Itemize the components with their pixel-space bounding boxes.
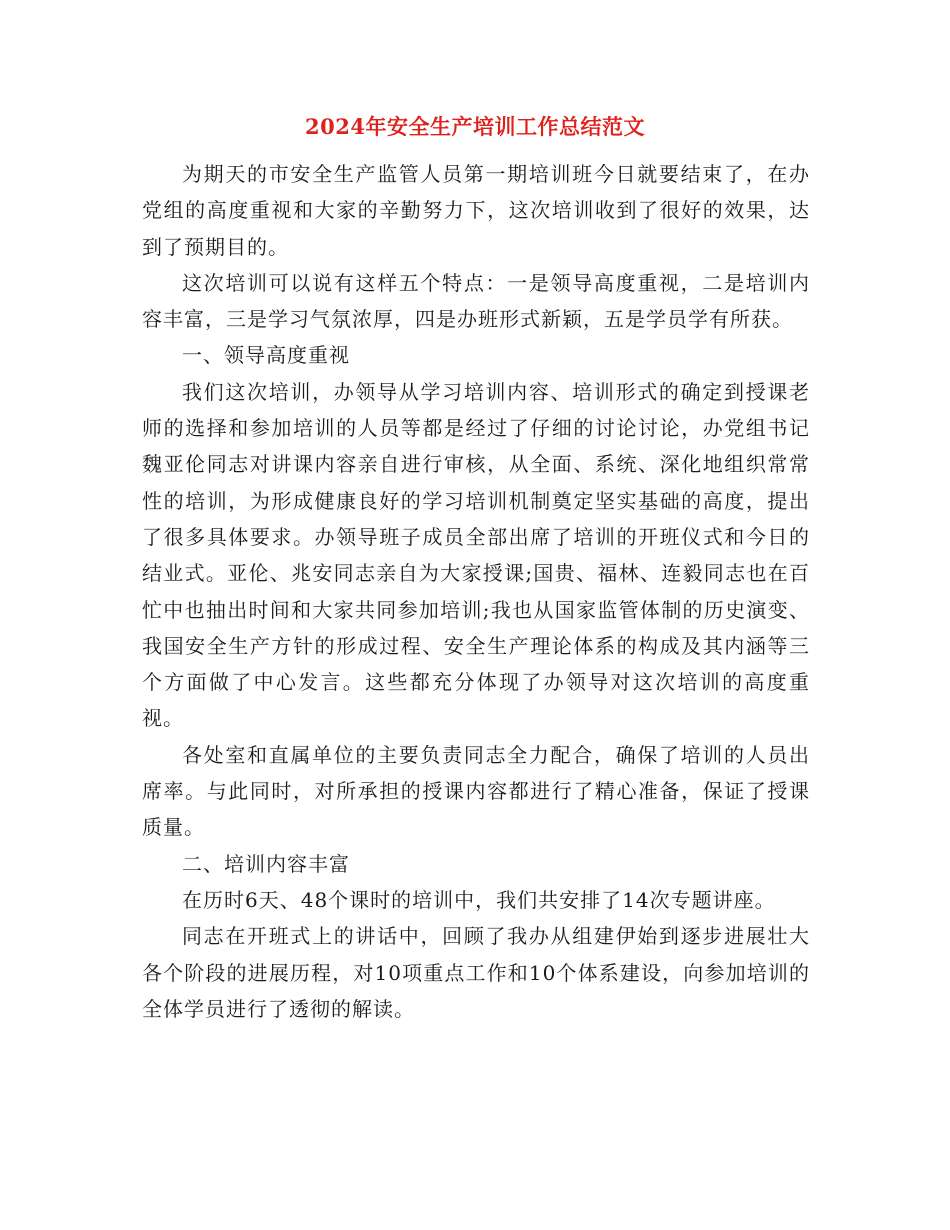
- document-body: [142, 156, 810, 1027]
- leadership-paragraph: 我们这次培训，办领导从学习培训内容、培训形式的确定到授课老师的选择和参加培训的人员等都是经过了仔细的讨论讨论，办党组书记魏亚伦同志对讲课内容亲自进行审核，从全面、系统、深化地组织常常性的培训，为形成健康良好的学习培训机制奠定坚实基础的高度，提出了很多具体要求。办领导班子成员全部出席了培训的开班仪式和今日的结业式。亚伦、兆安同志亲自为大家授课;国贵、福林、连毅同志也在百忙中也抽出时间和大家共同参加培训;我也从国家监管体制的历史演变、我国安全生产方针的形成过程、安全生产理论体系的构成及其内涵等三个方面做了中心发言。这些都充分体现了办领导对这次培训的高度重视。: [142, 379, 810, 731]
- section-heading-content: 二、培训内容丰富: [182, 851, 350, 876]
- document-title: 2024年安全生产培训工作总结范文: [305, 114, 645, 139]
- intro-paragraph: 为期天的市安全生产监管人员第一期培训班今日就要结束了，在办党组的高度重视和大家的辛勤努力下，这次培训收到了很好的效果，达到了预期目的。: [142, 162, 810, 259]
- lectures-paragraph: 在历时6天、48个课时的培训中，我们共安排了14次专题讲座。: [182, 887, 776, 912]
- opening-speech-paragraph: 同志在开班式上的讲话中，回顾了我办从组建伊始到逐步进展壮大各个阶段的进展历程，对10项重点工作和10个体系建设，向参加培训的全体学员进行了透彻的解读。: [142, 924, 810, 1021]
- features-paragraph: 这次培训可以说有这样五个特点：一是领导高度重视，二是培训内容丰富，三是学习气氛浓厚，四是办班形式新颖，五是学员学有所获。: [142, 270, 810, 332]
- departments-paragraph: 各处室和直属单位的主要负责同志全力配合，确保了培训的人员出席率。与此同时，对所承担的授课内容都进行了精心准备，保证了授课质量。: [142, 742, 810, 840]
- section-heading-leadership: 一、领导高度重视: [182, 343, 350, 368]
